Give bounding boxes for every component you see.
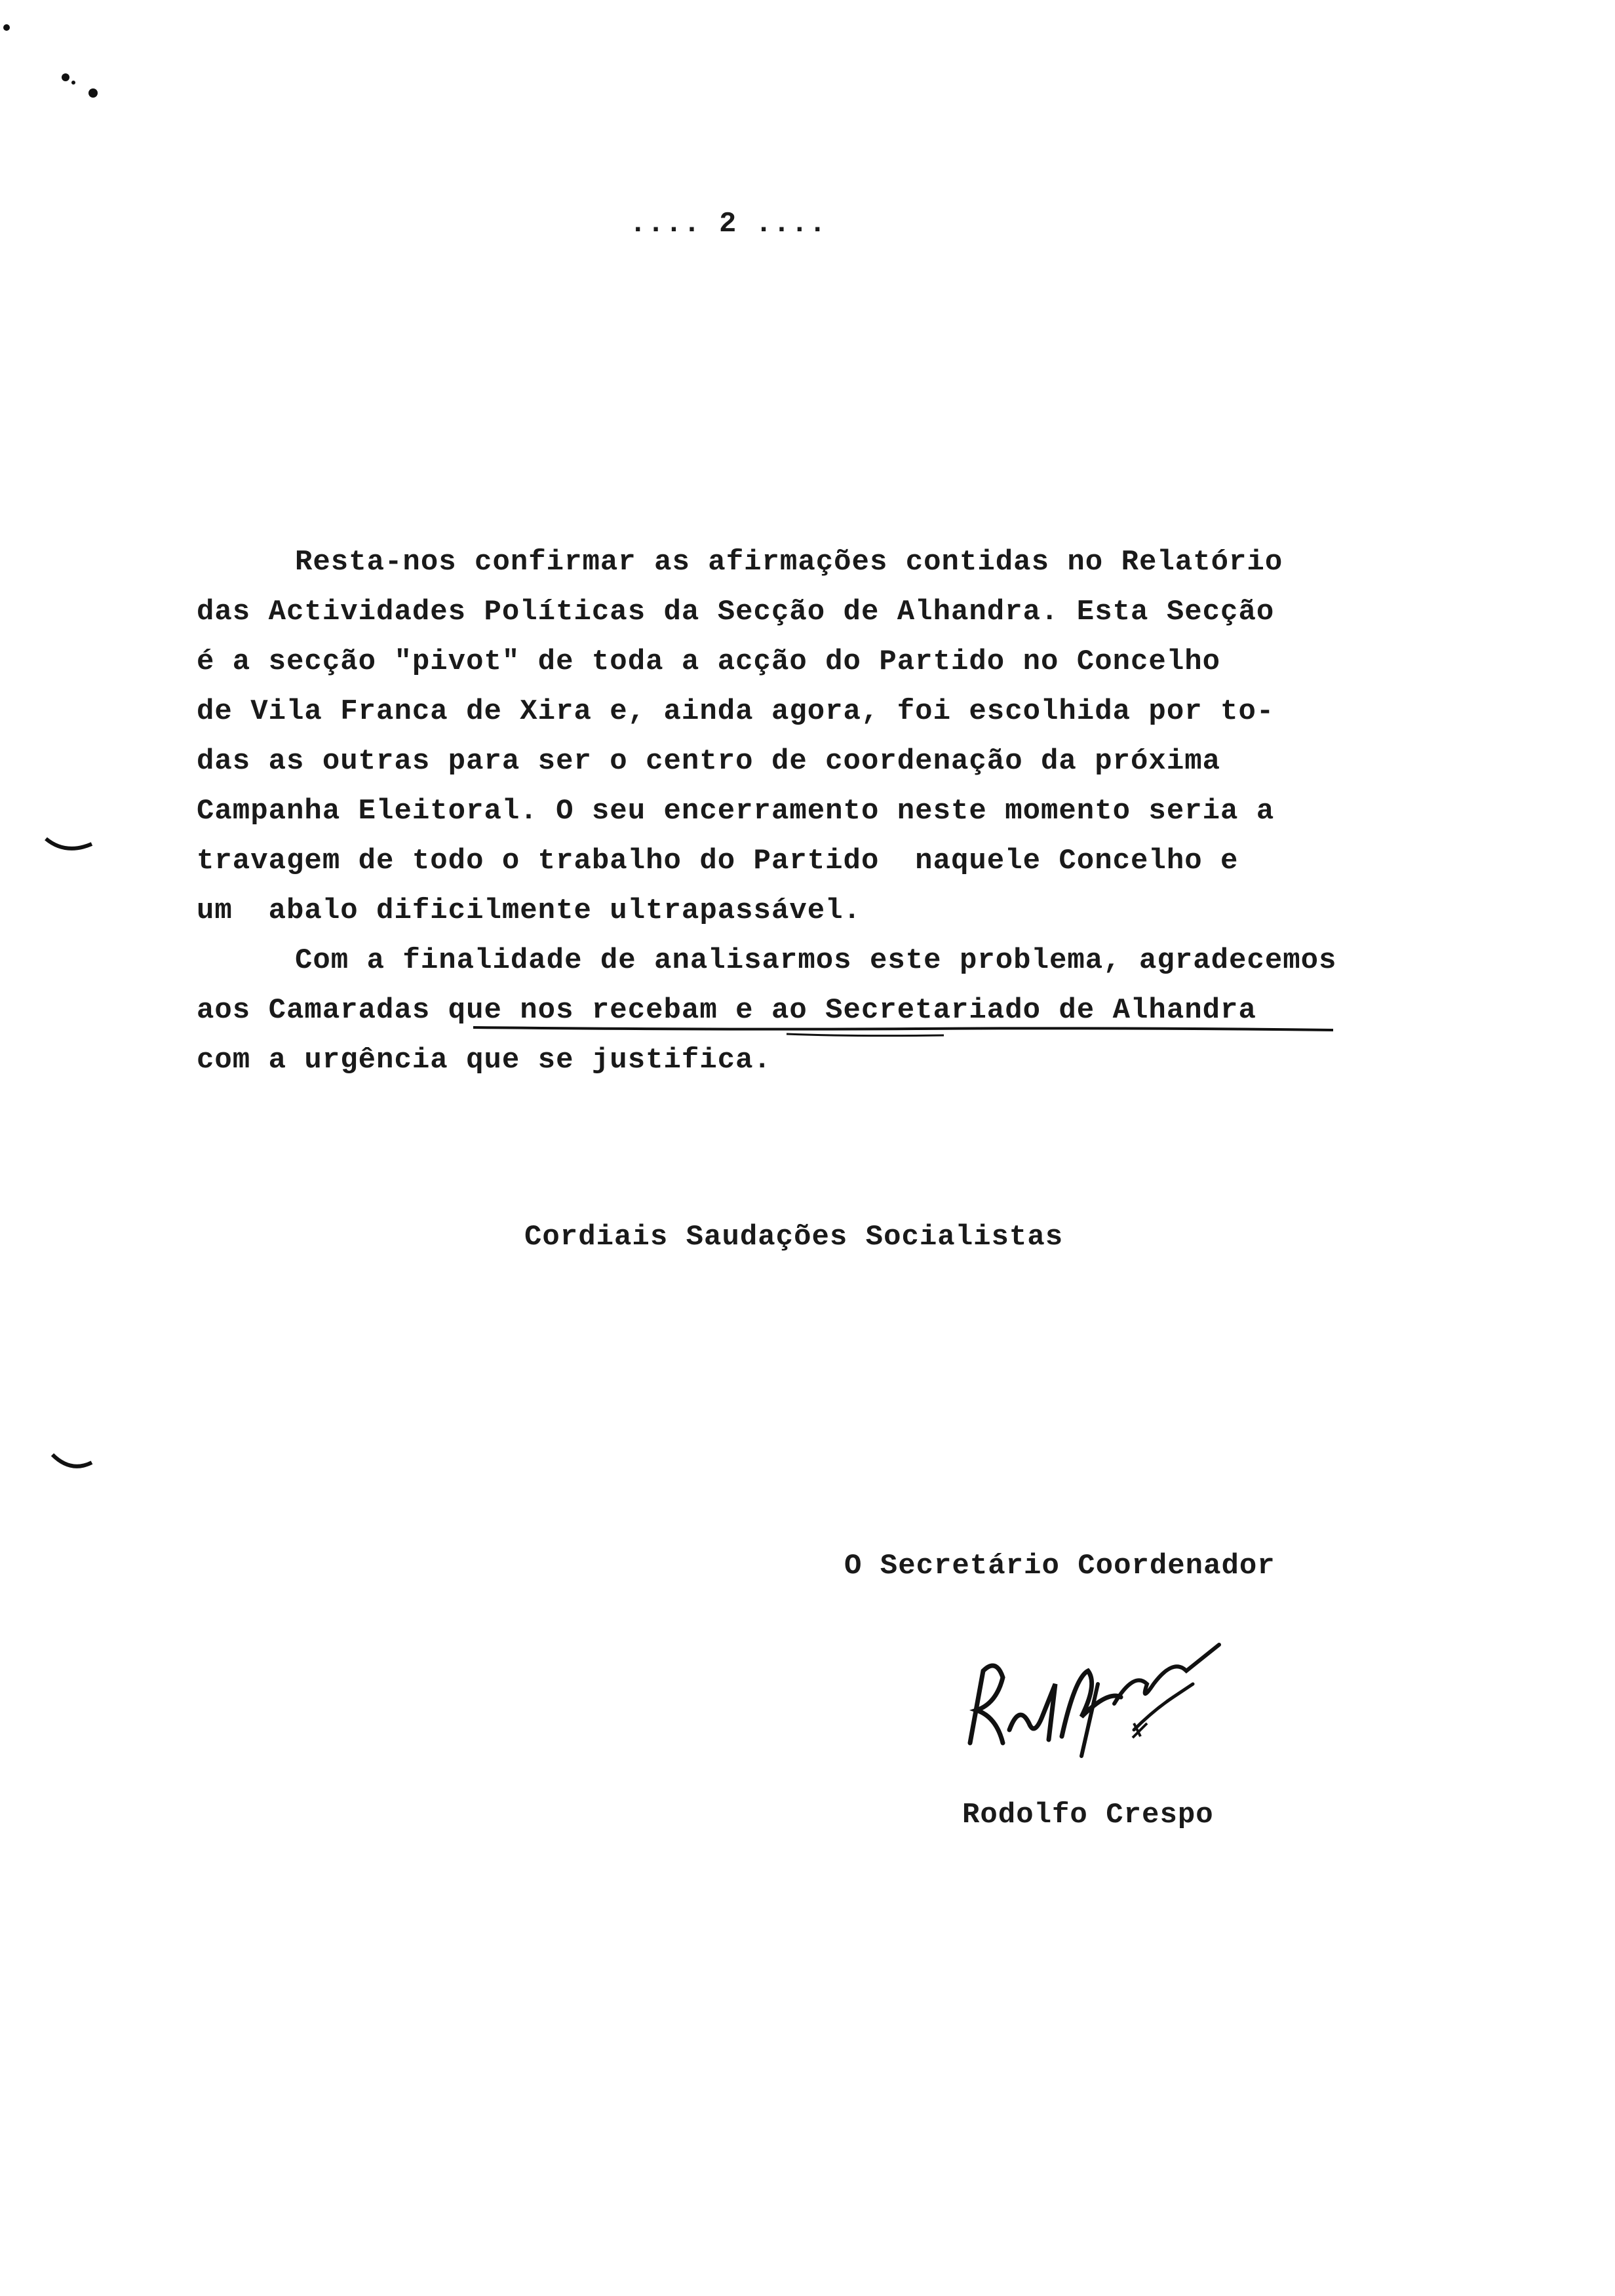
handwritten-underline-2 (787, 1034, 944, 1036)
scan-dot (88, 88, 98, 98)
text-line: é a secção "pivot" de toda a acção do Partido no Concelho (197, 645, 1221, 678)
scan-dot (3, 24, 10, 31)
text-line: aos Camaradas que nos recebam e ao Secretariado de Alhandra (197, 994, 1256, 1027)
handwritten-signature (957, 1632, 1232, 1763)
scan-dot (62, 73, 69, 81)
text-line: Resta-nos confirmar as afirmações contidas no Relatório (295, 546, 1283, 579)
punch-hole-mark (46, 839, 92, 849)
signatory-role: O Secretário Coordenador (844, 1550, 1275, 1582)
closing-greeting: Cordiais Saudações Socialistas (524, 1221, 1064, 1253)
text-line: travagem de todo o trabalho do Partido naquele Concelho e (197, 845, 1239, 877)
text-line: das Actividades Políticas da Secção de Alhandra. Esta Secção (197, 596, 1275, 628)
text-line: com a urgência que se justifica. (197, 1044, 771, 1077)
handwritten-underline (473, 1027, 1333, 1030)
text-line: um abalo dificilmente ultrapassável. (197, 894, 861, 927)
text-line: Campanha Eleitoral. O seu encerramento neste momento seria a (197, 795, 1275, 828)
signatory-name: Rodolfo Crespo (962, 1799, 1214, 1831)
punch-hole-mark (52, 1455, 92, 1466)
text-line: Com a finalidade de analisarmos este problema, agradecemos (295, 944, 1337, 977)
page-number-marker: .... 2 .... (629, 208, 827, 240)
scan-dot (71, 81, 75, 85)
text-line: das as outras para ser o centro de coordenação da próxima (197, 745, 1221, 778)
text-line: de Vila Franca de Xira e, ainda agora, foi escolhida por to- (197, 695, 1275, 728)
